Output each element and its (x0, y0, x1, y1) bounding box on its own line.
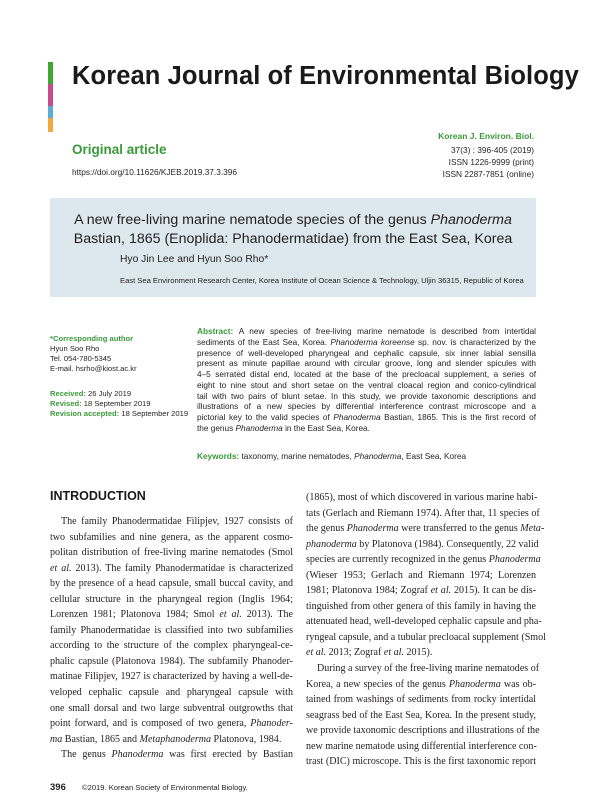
abstract-line: tail with two pairs of blunt setae. In this study, we provide taxonomic descriptions and (197, 391, 536, 401)
text-line: Korea, a new species of the genus Phanoderma was ob- (306, 678, 536, 690)
issn-print: ISSN 1226-9999 (print) (448, 157, 534, 167)
text-line: one small dorsal and two large subventral outgrowths that (50, 702, 293, 714)
text-line: phanoderma by Platonova (1984). Consequently, 22 valid (306, 538, 539, 550)
text-line: (1865), most of which discovered in various marine habi- (306, 492, 538, 503)
text-line: et al. 2013; Zograf et al. 2015). (306, 647, 433, 659)
abstract-line: illustrations of a new species by differential interference contrast microscope and a (197, 402, 536, 412)
text-line: The family Phanodermatidae Filipjev, 1927 consists of (61, 516, 293, 527)
doi-link[interactable]: https://doi.org/10.11626/KJEB.2019.37.3.396 (72, 167, 237, 177)
text-line: veloped cephalic capsule and pharyngeal capsule with (50, 687, 293, 699)
text-line: new marine nematode using differential interference con- (306, 740, 537, 752)
corresponding-author-name: Hyun Soo Rho (50, 344, 100, 353)
abstract-line: 4–5 serrated distal end, located at the base of the precloacal supplement, a series of (197, 370, 536, 379)
abstract-line: presence of well-developed pharyngeal and cephalic capsule, six inner labial sensilla (197, 348, 536, 358)
introduction-column-right (306, 490, 546, 770)
title-genus: Phanoderma (430, 212, 512, 228)
revised-date: Revised: 18 September 2019 (50, 399, 151, 408)
accepted-date: Revision accepted: 18 September 2019 (50, 409, 189, 418)
keywords: Keywords: taxonomy, marine nematodes, Phanoderma, East Sea, Korea (197, 452, 467, 461)
text-line: et al. 2013). The family Phanodermatidae is characterized (50, 562, 294, 574)
introduction-heading: INTRODUCTION (50, 489, 146, 503)
abstract-line: eight to nine stout and short setae on the ventral cloacal region and conico-cylindrical (197, 380, 536, 390)
page-number: 396 (50, 782, 66, 793)
abstract-line: the genus Phanoderma in the East Sea, Korea. (197, 423, 370, 433)
text-line: 1981; Platonova 1984; Zograf et al. 2015). It can be dis- (306, 585, 536, 597)
text-line: Lorenzen 1981; Platonova 1984; Smol et al. 2013). The (50, 609, 293, 621)
corresponding-author-email[interactable]: E-mail. hsrho@kiost.ac.kr (50, 364, 137, 373)
text-line: ryngeal capsule, and a tubular precloacal supplement (Smol (306, 631, 546, 643)
abstract-line: present as minute papillae around with circular groove, long and slender spicules with (197, 359, 536, 369)
authors: Hyo Jin Lee and Hyun Soo Rho* (120, 254, 269, 265)
text-line: (Wieser 1953; Gerlach and Riemann 1974; Lorenzen (306, 569, 536, 581)
abstract-line: pictorial key to the valid species of Phanoderma Bastian, 1865. This is the first record of (197, 413, 536, 422)
affiliation: East Sea Environment Research Center, Korea Institute of Ocean Science & Technology, Uljin 36315, Republic of Korea (120, 276, 524, 285)
text-line: ma Bastian, 1865 and Metaphanoderma Platonova, 1984. (50, 733, 282, 745)
title-block (50, 198, 536, 297)
text-line: seagrass bed of the East Sea, Korea. In the present study, (306, 709, 536, 721)
paper-title (50, 211, 536, 249)
volume-pages: 37(3) : 396-405 (2019) (450, 145, 534, 155)
issn-online: ISSN 2287-7851 (online) (442, 169, 534, 179)
text-line: we provide taxonomic descriptions and illustrations of the (306, 725, 540, 737)
text-line: phalic capsule (Platonova 1984). The subfamily Phanoder- (50, 655, 293, 667)
text-line: attenuated head, well-developed cephalic capsule and pha- (306, 616, 542, 628)
journal-title: Korean Journal of Environmental Biology (72, 62, 579, 90)
text-line: trast (DIC) microscope. This is the first taxonomic report (306, 756, 536, 768)
introduction-column-left (50, 514, 293, 763)
abstract-label: Abstract: (197, 327, 239, 336)
text-line: The genus Phanoderma was first erected by Bastian (61, 749, 293, 761)
article-type: Original article (72, 142, 167, 157)
text-line: by the presence of a head capsule, small buccal cavity, and (50, 578, 293, 590)
color-bar-magenta (48, 84, 53, 106)
received-date: Received: 26 July 2019 (50, 389, 132, 398)
abstract (197, 327, 536, 445)
corresponding-author-label: *Corresponding author (50, 334, 134, 343)
text-line: tats (Gerlach and Riemann 1974). After that, 11 species of (306, 507, 540, 519)
text-line: politan distribution of free-living marine nematodes (Smol (50, 547, 293, 559)
text-line: according to the structure of the complex pharyngeal-ce- (50, 640, 293, 652)
text-line: family Phanodermatidae is classified into two subfamilies (50, 624, 293, 636)
text-line: species are currently recognized in the genus Phanoderma (306, 554, 541, 566)
abstract-line: sediments of the East Sea, Korea. Phanoderma koreense sp. nov. is characterized by the (197, 337, 536, 347)
text-line: tinguished from other genera of this family in having the (306, 600, 536, 612)
title-line1-text: A new free-living marine nematode species of the genus (74, 212, 431, 228)
text-line: two subfamilies and nine genera, as the apparent cosmo- (50, 531, 293, 543)
text-line: matinae Filipjev, 1927 is characterized by having a well-de- (50, 671, 293, 683)
text-line: point forward, and is composed of two genera, Phanoder- (50, 718, 293, 730)
title-line2-text: Bastian, 1865 (Enoplida: Phanodermatidae) from the East Sea, Korea (73, 231, 513, 247)
text-line: tained from washings of sediments from rocky intertidal (306, 694, 536, 706)
text-line: cellular structure in the pharyngeal region (Inglis 1964; (50, 593, 293, 605)
color-bar-orange (48, 118, 53, 132)
color-bar-green (48, 62, 53, 84)
text-line: the genus Phanoderma were transferred to the genus Meta- (306, 523, 545, 535)
copyright: ©2019. Korean Society of Environmental Biology. (82, 783, 248, 792)
color-bar-blue (48, 106, 53, 118)
journal-abbrev: Korean J. Environ. Biol. (438, 131, 534, 141)
abstract-line: Abstract: A new species of free-living marine nematode is described from intertidal (197, 327, 536, 336)
corresponding-author-tel: Tel. 054-780-5345 (50, 354, 112, 363)
text-line: During a survey of the free-living marine nematodes of (317, 663, 540, 675)
